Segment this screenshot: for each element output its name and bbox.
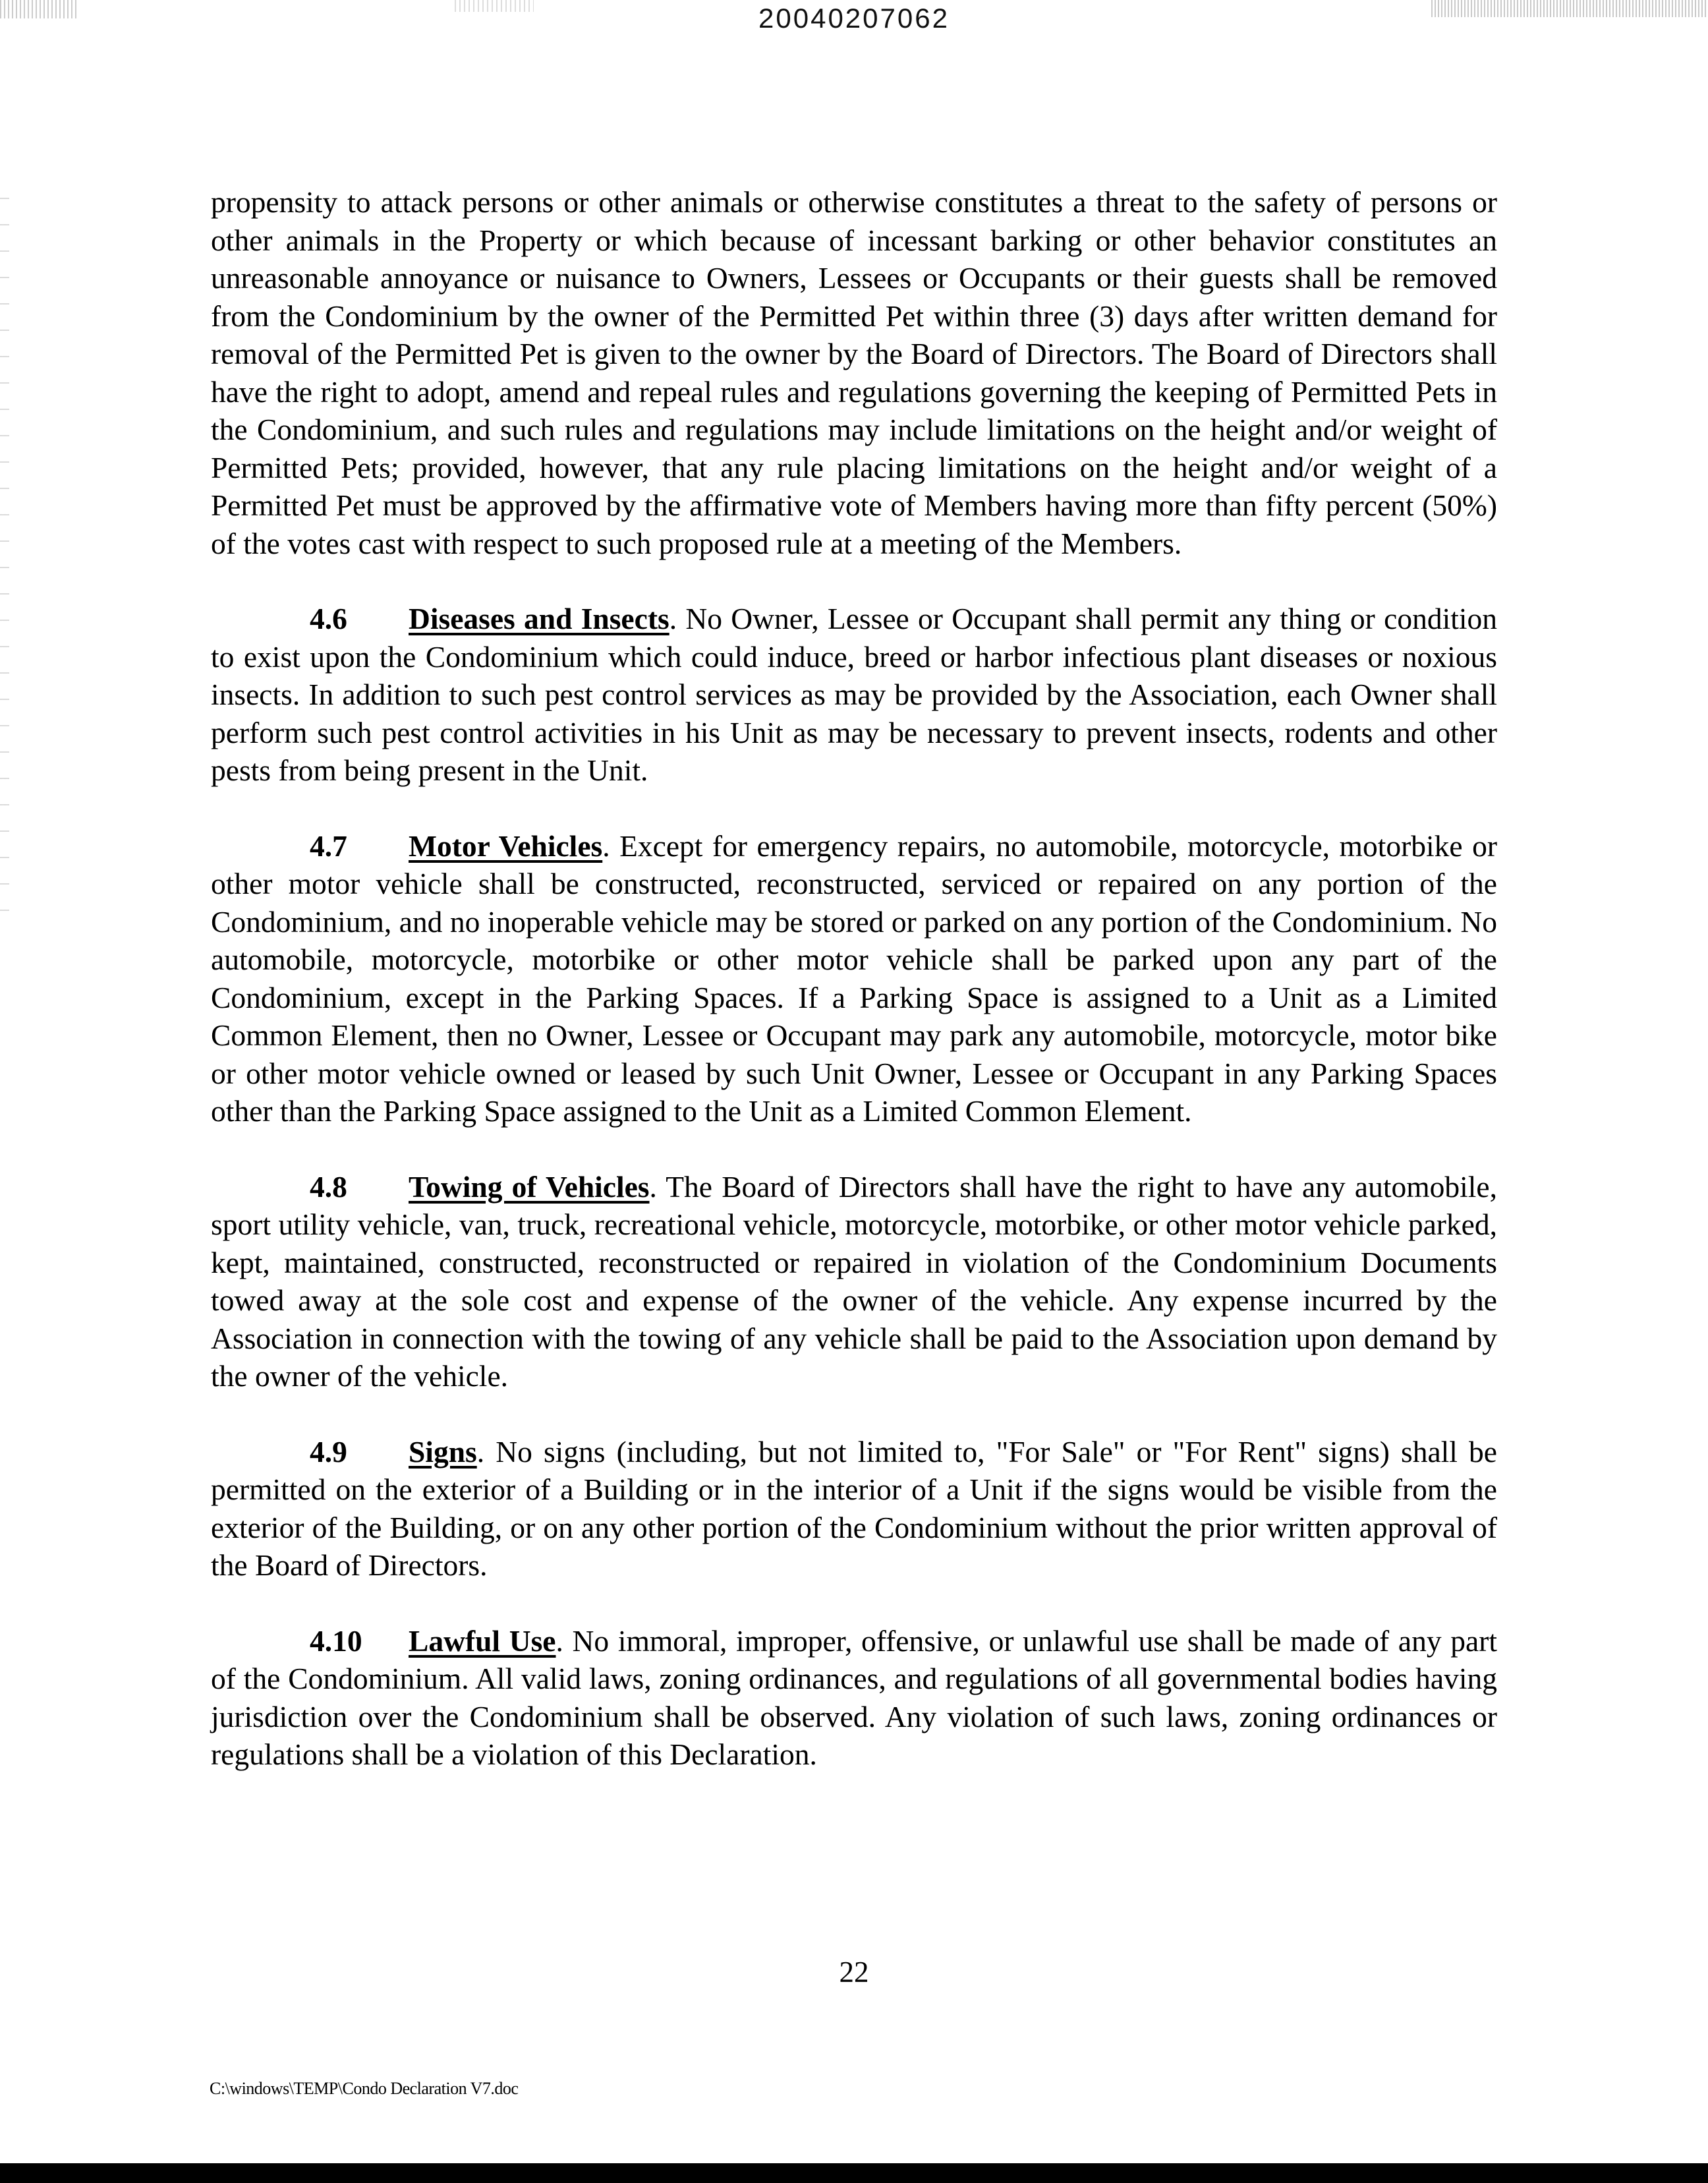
section-text: . Except for emergency repairs, no automobile, motorcycle, motorbike or other motor vehicle shall be constructed, reconstructed, serviced or repaired on any portion of the Condominium, and no inoperable vehicle may be stored or parked on any portion of the Condominium. No automobile, motorcycle, motorbike or other motor vehicle shall be parked upon any part of the Condominium, except in the Parking Spaces. If a Parking Space is assigned to a Unit as a Limited Common Element, then no Owner, Lessee or Occupant may park any automobile, motorcycle, motor bike or other motor vehicle owned or leased by such Unit Owner, Lessee or Occupant in any Parking Spaces other than the Parking Space assigned to the Unit as a Limited Common Element. bbox=[211, 829, 1497, 1128]
section-number: 4.7 bbox=[310, 829, 347, 863]
scan-artifact bbox=[0, 198, 9, 923]
scan-border bbox=[0, 2163, 1708, 2183]
page-number: 22 bbox=[839, 1956, 869, 1989]
document-body bbox=[211, 183, 1497, 1811]
section-text: . No immoral, improper, offensive, or unlawful use shall be made of any part of the Condominium. All valid laws, zoning ordinances, and regulations of all governmental bodies having jurisdiction over the Condominium shall be observed. Any violation of such laws, zoning ordinances or regulations shall be a violation of this Declaration. bbox=[211, 1623, 1497, 1771]
section-number: 4.9 bbox=[310, 1434, 347, 1469]
section-text: . No signs (including, but not limited to, "For Sale" or "For Rent" signs) shall be permitted on the exterior of a Building or in the interior of a Unit if the signs would be visible from the exterior of the Building, or on any other portion of the Condominium without the prior written approval of the Board of Directors. bbox=[211, 1434, 1497, 1582]
file-path: C:\windows\TEMP\Condo Declaration V7.doc bbox=[210, 2079, 519, 2098]
section-text: . The Board of Directors shall have the right to have any automobile, sport utility vehicle, van, truck, recreational vehicle, motorcycle, motorbike, or other motor vehicle parked, kept, maintained, constructed, reconstructed or repaired in violation of the Condominium Documents towed away at the sole cost and expense of the owner of the vehicle. Any expense incurred by the Association in connection with the towing of any vehicle shall be paid to the Association upon demand by the owner of the vehicle. bbox=[211, 1169, 1497, 1393]
intro-paragraph: propensity to attack persons or other animals or otherwise constitutes a threat to the safety of persons or other animals in the Property or which because of incessant barking or other behavior constitutes an unreasonable annoyance or nuisance to Owners, Lessees or Occupants or their guests shall be removed from the Condominium by the owner of the Permitted Pet within three (3) days after written demand for removal of the Permitted Pet is given to the owner by the Board of Directors. The Board of Directors shall have the right to adopt, amend and repeal rules and regulations governing the keeping of Permitted Pets in the Condominium, and such rules and regulations may include limitations on the height and/or weight of Permitted Pets; provided, however, that any rule placing limitations on the height and/or weight of a Permitted Pet must be approved by the affirmative vote of Members having more than fifty percent (50%) of the votes cast with respect to such proposed rule at a meeting of the Members. bbox=[211, 185, 1497, 560]
section-text: . No Owner, Lessee or Occupant shall permit any thing or condition to exist upon the Condominium which could induce, breed or harbor infectious plant diseases or noxious insects. In addition to such pest control services as may be provided by the Association, each Owner shall perform such pest control activities in his Unit as may be necessary to prevent insects, rodents and other pests from being present in the Unit. bbox=[211, 602, 1497, 787]
section-number: 4.6 bbox=[310, 602, 347, 635]
section-number: 4.8 bbox=[310, 1169, 347, 1204]
document-id: 20040207062 bbox=[758, 3, 950, 34]
section-4-8 bbox=[211, 1168, 1497, 1395]
section-number: 4.10 bbox=[310, 1623, 362, 1658]
section-4-6 bbox=[211, 600, 1497, 790]
section-4-9 bbox=[211, 1433, 1497, 1585]
section-title: Lawful Use bbox=[409, 1623, 556, 1658]
section-title: Towing of Vehicles bbox=[409, 1169, 650, 1204]
section-4-10 bbox=[211, 1622, 1497, 1774]
section-title: Diseases and Insects bbox=[409, 602, 669, 635]
section-title: Signs bbox=[409, 1434, 477, 1469]
section-title: Motor Vehicles bbox=[409, 829, 603, 863]
section-4-7 bbox=[211, 827, 1497, 1130]
